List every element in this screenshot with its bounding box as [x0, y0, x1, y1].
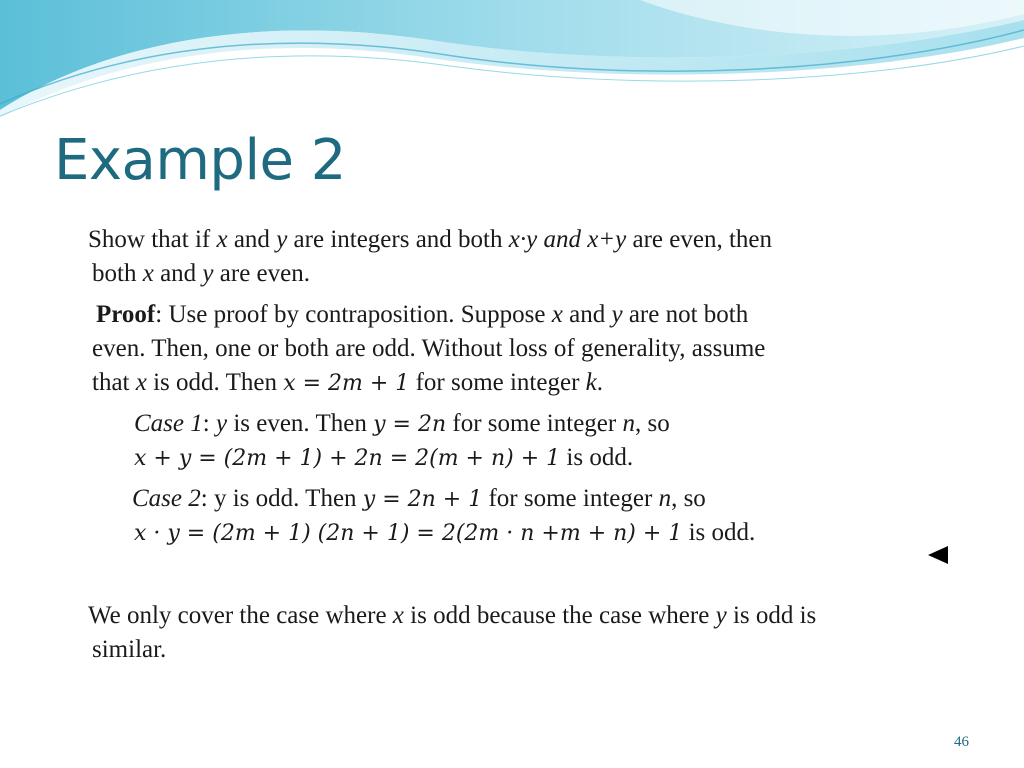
qed-triangle-icon [928, 546, 948, 564]
proof-line-3: that x is odd. Then x = 2m + 1 for some integer k. [92, 369, 604, 396]
proof-label: Proof [96, 301, 156, 328]
page-number: 46 [954, 734, 969, 750]
case1-line-1: Case 1: y is even. Then y = 2n for some integer n, so [134, 410, 670, 437]
statement-line-2: both x and y are even. [92, 260, 310, 287]
case1-label: Case 1 [134, 410, 203, 437]
case2-label: Case 2 [132, 485, 201, 512]
statement-line-1: Show that if x and y are integers and both x·y and x+y are even, then [88, 226, 773, 253]
decorative-wave-banner [0, 0, 1024, 130]
closing-line-2: similar. [92, 636, 167, 663]
proof-line-1: Proof: Use proof by contraposition. Suppose x and y are not both [96, 301, 749, 328]
case1-line-2: x + y = (2m + 1) + 2n = 2(m + n) + 1 is odd. [134, 444, 634, 471]
closing-line-1: We only cover the case where x is odd because the case where y is odd is [88, 602, 817, 629]
proof-line-2: even. Then, one or both are odd. Without loss of generality, assume [92, 335, 766, 362]
case2-line-2: x · y = (2m + 1) (2n + 1) = 2(2m · n +m + n) + 1 is odd. [134, 519, 756, 546]
slide-title: Example 2 [54, 128, 346, 193]
case2-line-1: Case 2: y is odd. Then y = 2n + 1 for some integer n, so [132, 485, 706, 512]
